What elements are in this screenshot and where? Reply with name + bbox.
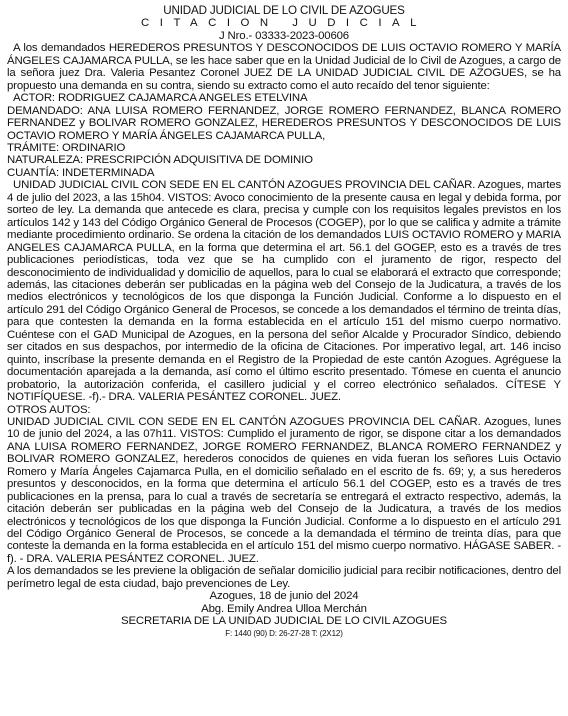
defendant-paragraph: DEMANDADO: ANA LUISA ROMERO FERNANDEZ, JORGE ROMERO FERNANDEZ, BLANCA ROMERO FERNANDEZ y BOLIVAR ROMERO GONZALEZ, HEREDEROS PRESUNTOS Y DESCONOCIDOS DE LUIS OCTAVIO ROMERO Y MARÍA ÁNGELES CAJAMARCA PULLA, bbox=[7, 104, 561, 142]
other-orders-heading: OTROS AUTOS: bbox=[7, 403, 91, 416]
place-date: Azogues, 18 de junio del 2024 bbox=[209, 590, 359, 603]
amount-line: CUANTÍA: INDETERMINADA bbox=[7, 166, 155, 179]
warning-paragraph: A los demandados se les previene la obligación de señalar domicilio judicial para recibir notificaciones, dentro del perímetro legal de esta ciudad, bajo prevenciones de Ley. bbox=[7, 565, 561, 590]
nature-line: NATURALEZA: PRESCRIPCIÓN ADQUISITIVA DE DOMINIO bbox=[7, 154, 313, 167]
issuing-office: SECRETARIA DE LA UNIDAD JUDICIAL DE LO CIVIL AZOGUES bbox=[121, 615, 447, 628]
second-order-paragraph: UNIDAD JUDICIAL CIVIL CON SEDE EN EL CANTÓN AZOGUES PROVINCIA DEL CAÑAR. Azogues, lunes 10 de junio del 2024, a las 07h11. VISTOS: Cumplido el juramento de rigor, se dispone citar a los demandados ANA LUISA ROMERO FERNANDEZ, JORGE ROMERO FERNANDEZ, BLANCA ROMERO FERNANDEZ y BOLIVAR ROMERO GONZALEZ, herederos conocidos de quienes en vida fueran los señores Luis Octavio Romero y María Ángeles Cajamarca Pulla, en el domicilio señalado en el escrito de fs. 69; y, a sus herederos presuntos y desconocidos, en la forma que determina el artículo 56.1 del COGEP, esto es a través de tres publicaciones en la prensa, para lo cual a través de secretaría se entregará el extracto respectivo, además, la citación deberán ser publicadas en la página web del Consejo de la Judicatura, a través de los medios electrónicos y tecnológicos de los que disponga la Función Judicial. Conforme a lo dispuesto en el artículo 291 del Código Orgánico General de Procesos, se concede a la demandada el término de treinta días, para que conteste la demanda en la forma establecida en el artículo 151 del mismo cuerpo normativo. HÁGASE SABER. -f). - DRA. VALERIA PESÁNTEZ CORONEL. JUEZ. bbox=[7, 415, 561, 565]
procedure-line: TRÁMITE: ORDINARIO bbox=[7, 141, 126, 154]
intro-paragraph: A los demandados HEREDEROS PRESUNTOS Y DESCONOCIDOS DE LUIS OCTAVIO ROMERO Y MARÍA ÁNGELES CAJAMARCA PULLA, se les hace saber que en la Unidad Judicial de lo Civil de Azogues, a cargo de la señora juez Dra. Valeria Pesantez Coronel JUEZ DE LA UNIDAD JUDICIAL CIVIL DE AZOGUES, se ha propuesto una demanda en su contra, siendo su extracto como el auto recaído del tenor siguiente: bbox=[7, 42, 561, 92]
signer-name: Abg. Emily Andrea Ulloa Merchán bbox=[201, 602, 367, 615]
court-name: UNIDAD JUDICIAL DE LO CIVIL DE AZOGUES bbox=[163, 4, 405, 17]
publication-code: F: 1440 (90) D: 26-27-28 T: (2X12) bbox=[225, 628, 343, 638]
actor-line: ACTOR: RODRIGUEZ CAJAMARCA ANGELES ETELVINA bbox=[13, 92, 308, 105]
case-number: J Nro.- 03333-2023-00606 bbox=[218, 29, 349, 42]
notice-title: CITACION JUDICIAL bbox=[141, 17, 427, 30]
first-order-paragraph: UNIDAD JUDICIAL CIVIL CON SEDE EN EL CANTÓN AZOGUES PROVINCIA DEL CAÑAR. Azogues, martes 4 de julio del 2023, a las 15h04. VISTOS: Avoco conocimiento de la presente causa en legal y debida forma, por sorteo de ley. La demanda que antecede es clara, precisa y cumple con los requisitos legales previstos en los artículos 142 y 143 del Código Orgánico General de Procesos (COGEP), por lo que se califica y admite a trámite mediante procedimiento ordinario. Se ordena la citación de los demandados LUIS OCTAVIO ROMERO y MARIA ANGELES CAJAMARCA PULLA, en la forma que determina el art. 56.1 del GOGEP, esto es a través de tres publicaciones periodísticas, toda vez que se ha cumplido con el juramento de rigor, respecto del desconocimiento de individualidad y domicilio de aquellos, para lo cual se elaborará el extracto que corresponde; además, las citaciones deberán ser publicadas en la página web del Consejo de la Judicatura, a través de los medios electrónicos y tecnológicos de los que disponga la Función Judicial. Conforme a lo dispuesto en el artículo 291 del Código Orgánico General de Procesos, se concede a los demandados el término de treinta días, para que contesten la demanda en la forma establecida en el artículo 151 del mismo cuerpo normativo. Cuéntese con el GAD Municipal de Azogues, en la persona del señor Alcalde y Procurador Síndico, debiendo ser citados en sus despachos, por intermedio de la oficina de Citaciones. Por imperativo legal, art. 146 inciso quinto, inscríbase la presente demanda en el Registro de la Propiedad de este cantón Azogues. Agréguese la documentación aparejada a la demanda, así como el último escrito presentado. Tómese en cuenta el anuncio probatorio, la autorización conferida, el casillero judicial y el correo electrónico señalados. CÍTESE Y NOTIFÍQUESE. -f).- DRA. VALERIA PESÁNTEZ CORONEL. JUEZ. bbox=[7, 179, 561, 404]
